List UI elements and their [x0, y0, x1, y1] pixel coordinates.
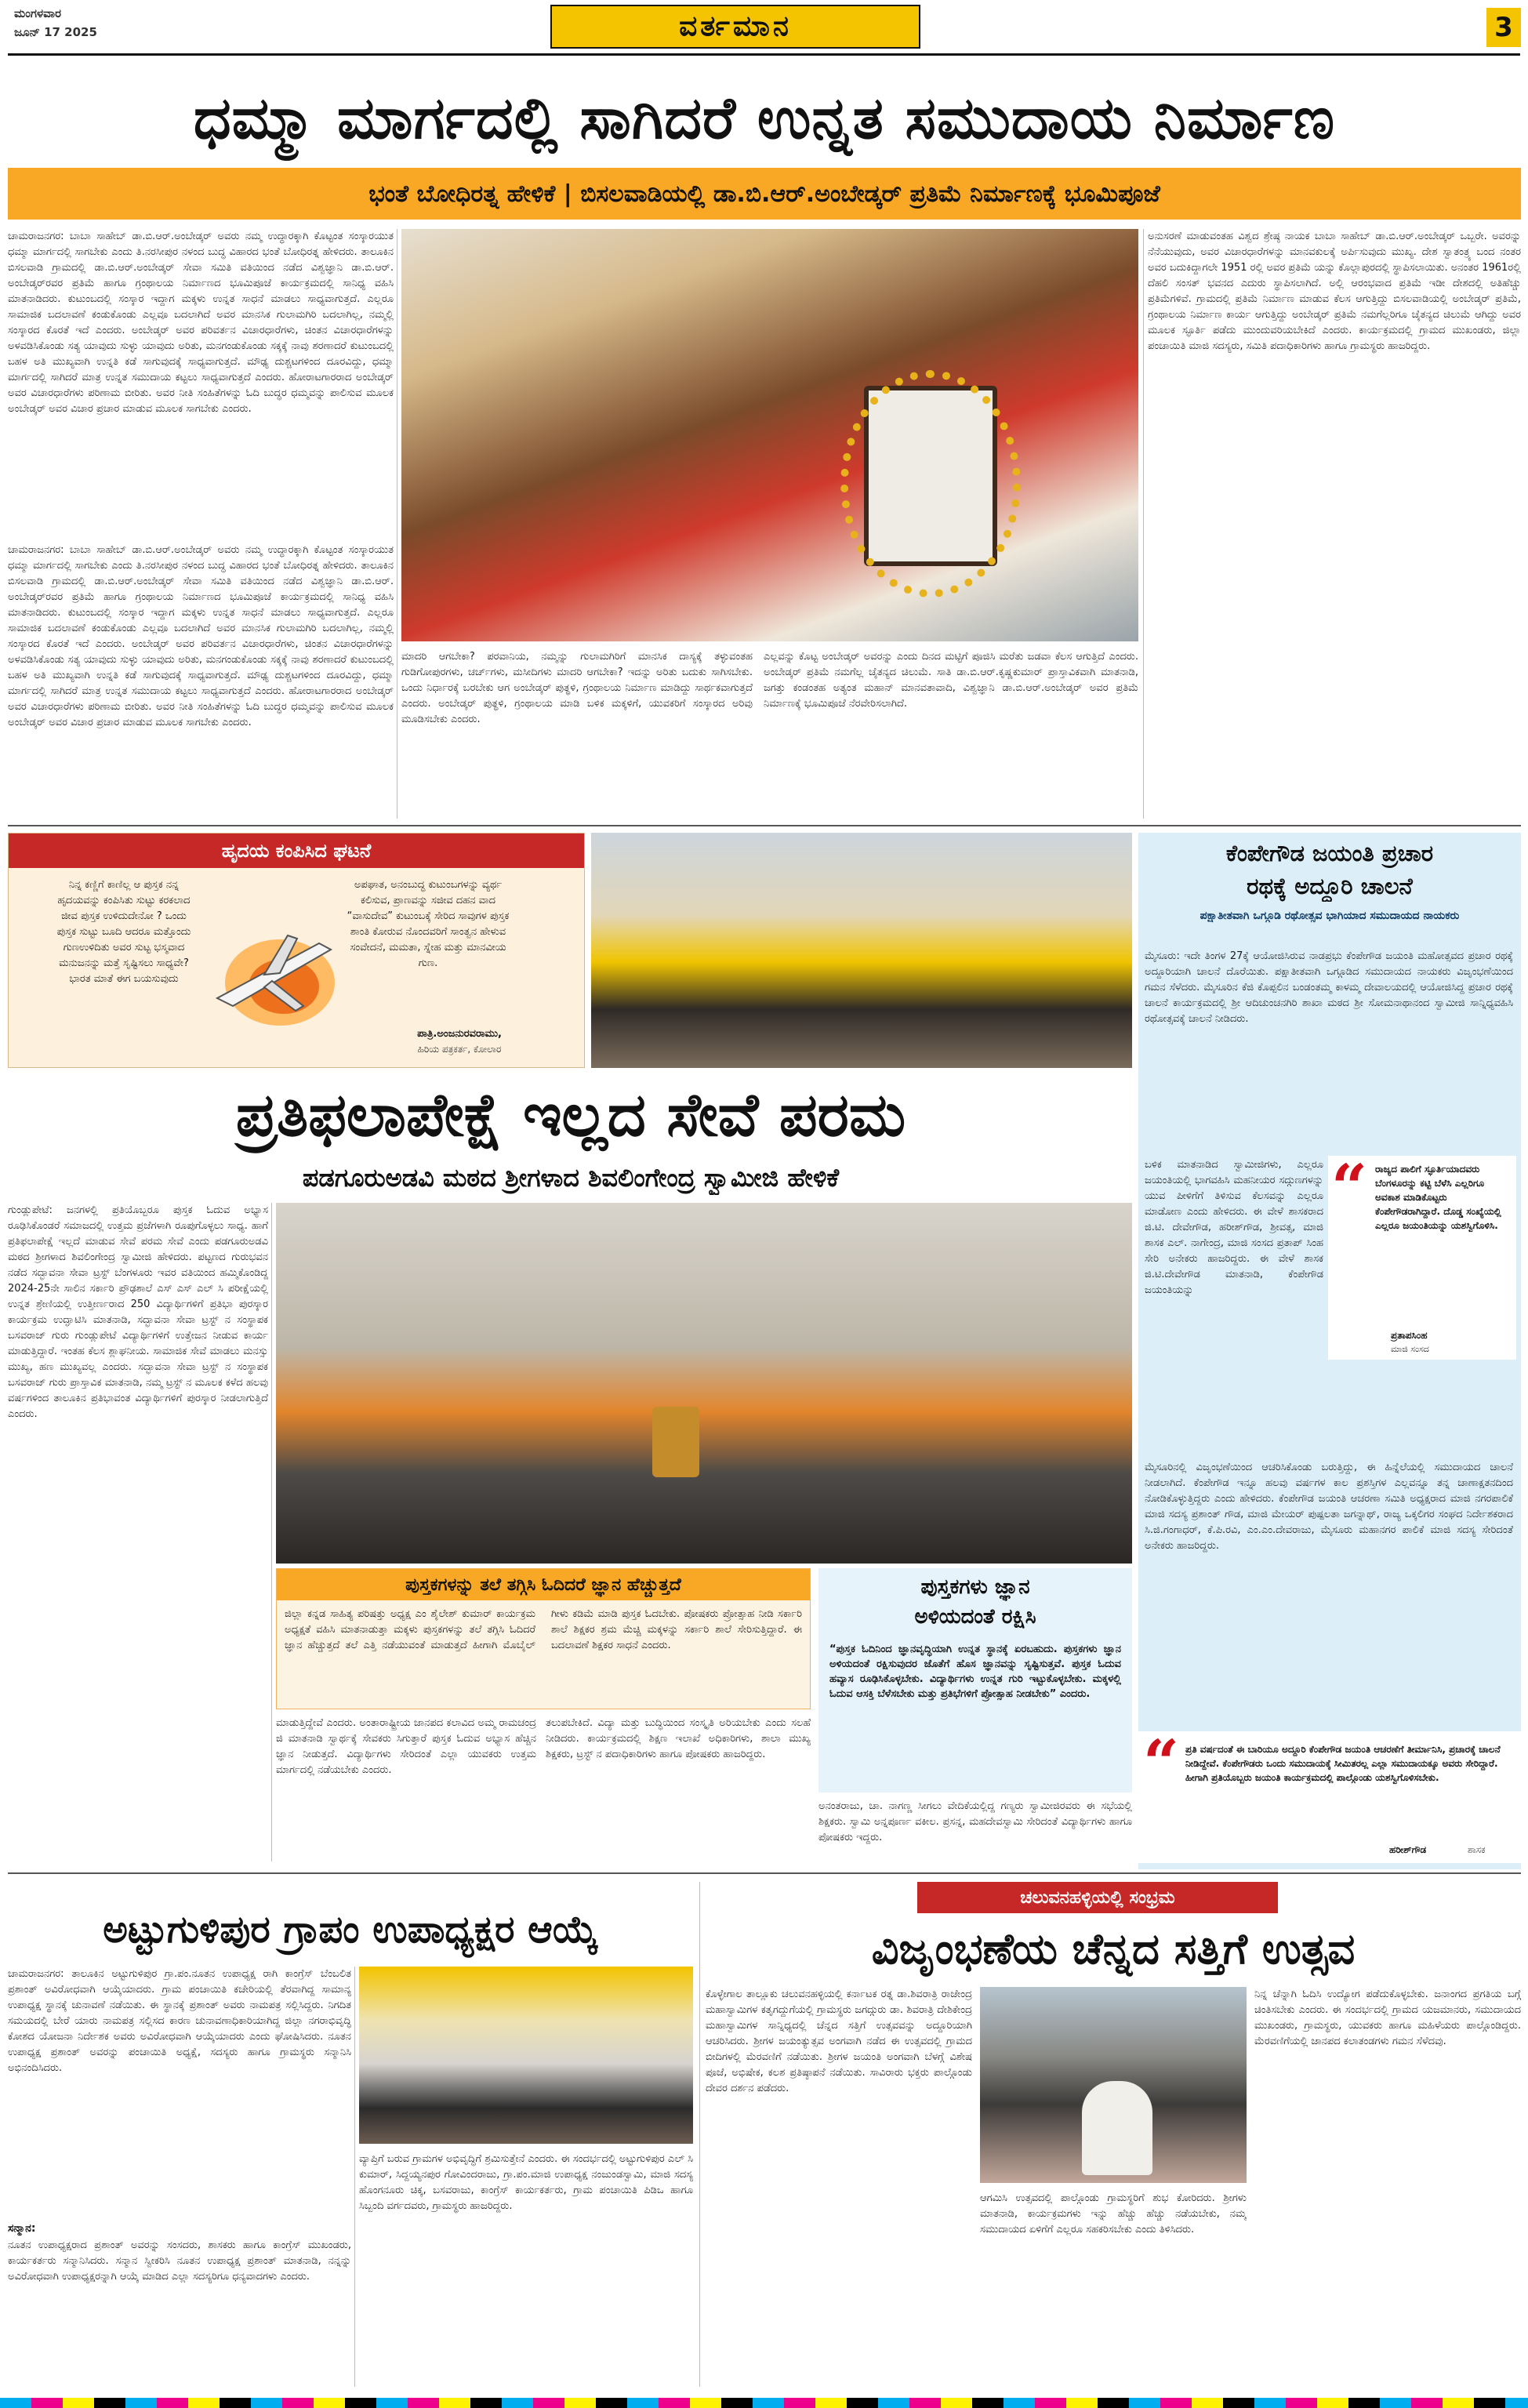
poem-title: ಹೃದಯ ಕಂಪಿಸಿದ ಘಟನೆ: [221, 840, 372, 862]
story1-col4: ಅನುಸರಣೆ ಮಾಡುವಂತಹ ವಿಶ್ವದ ಶ್ರೇಷ್ಠ ನಾಯಕ ಬಾಬಾ ಸಾಹೇಬ್ ಡಾ.ಬಿ.ಆರ್.ಅಂಬೇಡ್ಕರ್ ಒಬ್ಬರೇ. ಅವರನ್ನು ನೆನೆಯುವುದು, ಅವರ ವಿಚಾರಧಾರೆಗಳನ್ನು ಮಾನವಕುಲಕ್ಕೆ ಅರ್ಪಿಸುವುದು ಮುಖ್ಯ. ದೇಶ ಸ್ವಾತಂತ್ರ್ಯ ಬಂದ ನಂತರ ಅವರ ಬದುಕಿದ್ದಾಗಲೇ 1951 ರಲ್ಲಿ ಅವರ ಪ್ರತಿಮೆ ಯನ್ನು ಕೊಲ್ಲಾಪುರದಲ್ಲಿ ಸ್ಥಾಪಿಸಲಾಯಿತು. ಅನಂತರ 1961ರಲ್ಲಿ ದೆಹಲಿ ಸಂಸತ್ ಭವನದ ಎದುರು ಸ್ಥಾಪಿಸಲಾಗಿದೆ. ಅಲ್ಲಿ ಆರಂಭವಾದ ಪ್ರತಿಮೆ ಇಡೀ ದೇಶದಲ್ಲಿ ಅತಿಹೆಚ್ಚು ಪ್ರತಿಮೆಗಳಿವೆ. ಗ್ರಾಮದಲ್ಲಿ ಪ್ರತಿಮೆ ನಿರ್ಮಾಣ ಮಾಡುವ ಕೆಲಸ ಆಗುತ್ತಿದ್ದು ಬಿಸಲವಾಡಿಯಲ್ಲಿ ಅಂಬೇಡ್ಕರ್ ಪ್ರತಿಮೆ, ಗ್ರಂಥಾಲಯ ನಿರ್ಮಾಣ ಕಾರ್ಯ ಆಗುತ್ತಿದ್ದು ಅಂಬೇಡ್ಕರ್ ಪ್ರತಿಮೆ ನಮಗೆಲ್ಲರಿಗೂ ಚೈತನ್ಯದ ಚಿಲುಮೆ ಆಗಿದ್ದು ಅವರ ಮೂಲಕ ಸ್ಫೂರ್ತಿ ಪಡೆದು ಮುಂದುವರಿಯಬೇಕಿದೆ ಎಂದರು. ಕಾರ್ಯಕ್ರಮದಲ್ಲಿ ಗ್ರಾಮದ ಮುಖಂಡರು, ಜಿಲ್ಲಾ ಪಂಚಾಯಿತಿ ಮಾಜಿ ಸದಸ್ಯರು, ಸಮಿತಿ ಪದಾಧಿಕಾರಿಗಳು ಹಾಗೂ ಗ್ರಾಮಸ್ಥರು ಹಾಜರಿದ್ದರು.: [1148, 231, 1521, 352]
story1-subhead-bar: [8, 168, 1521, 220]
kempegowda-quote1-author: ಪ್ರತಾಪಸಿಂಹ: [1391, 1330, 1428, 1341]
kempegowda-quote2-box: [1138, 1726, 1521, 1863]
story1-photo: [401, 229, 1138, 641]
story4-col2: ಆಗಮಿಸಿ ಉತ್ಸವದಲ್ಲಿ ಪಾಲ್ಗೊಂಡು ಗ್ರಾಮಸ್ಥರಿಗೆ ಶುಭ ಕೋರಿದರು. ಶ್ರೀಗಳು ಮಾತನಾಡಿ, ಕಾರ್ಯಕ್ರಮಗಳು ಇನ್ನು ಹೆಚ್ಚು ಹೆಚ್ಚು ನಡೆಯಬೇಕು, ನಮ್ಮ ಸಮುದಾಯದ ಏಳಿಗೆಗೆ ಎಲ್ಲರೂ ಸಹಕರಿಸಬೇಕು ಎಂದು ತಿಳಿಸಿದರು.: [980, 2192, 1247, 2235]
poem-col1: ನಿನ್ನ ಕಣ್ಣಿಗೆ ಕಾಣಿಲ್ಲ ಆ ಪುಸ್ತಕ ನನ್ನ ಹೃದಯವನ್ನು ಕಂಪಿಸಿತು ಸುಟ್ಟು ಕರಕಲಾದ ಜೀವ ಪುಸ್ತಕ ಉಳಿದುದೇನೋ ? ಒಂದು ಪುಸ್ತಕ ಸುಟ್ಟು ಬೂದಿ ಆದರೂ ಮತ್ತೊಂದು ಗುಣಉಳಿದಿತು ಅವರ ಸುಟ್ಟ ಭಸ್ಮವಾದ ಮನುಜನನ್ನು ಮತ್ತೆ ಸೃಷ್ಟಿಸಲು ಸಾಧ್ಯವೇ? ಭಾರತ ಮಾತೆ ಈಗ ಬಯಸುವುದು: [56, 879, 191, 985]
kempegowda-quote1-role: ಮಾಜಿ ಸಂಸದ: [1391, 1344, 1429, 1354]
story1-col3: ಎಲ್ಲವನ್ನು ಕೊಟ್ಟ ಅಂಬೇಡ್ಕರ್ ಅವರನ್ನು ಎಂದು ದಿನದ ಮಟ್ಟಿಗೆ ಪೂಜಿಸಿ ಮರೆತು ಜಡವಾ ಕೆಲಸ ಆಗುತ್ತಿದೆ ಎಂದರು. ಅಂಬೇಡ್ಕರ್ ಪ್ರತಿಮೆ ನಮಗೆಲ್ಲ ಚೈತನ್ಯದ ಚಿಲುಮೆ. ಸಾತಿ ಡಾ.ಬಿ.ಆರ್.ಕೃಷ್ಣಕುಮಾರ್ ಪ್ರಾಸ್ತಾವಿಕವಾಗಿ ಮಾತನಾಡಿ, ಜಗತ್ತು ಕಂಡಂತಹ ಅತ್ಯಂತ ಮಹಾನ್ ಮಾನವತಾವಾದಿ, ವಿಶ್ವಜ್ಞಾನಿ ಡಾ.ಬಿ.ಆರ್.ಅಂಬೇಡ್ಕರ್ ಅವರ ಪ್ರತಿಮೆ ನಿರ್ಮಾಣಕ್ಕೆ ಭೂಮಿಪೂಜೆ ನೆರವೇರಿಸಲಾಗಿದೆ.: [764, 651, 1138, 710]
poem-box: [8, 833, 585, 1068]
story2-photo: [276, 1203, 1132, 1564]
poem-author: ಪಾತ್ರಿ.ಅಂಜನುರವರಾಮು,: [417, 1028, 502, 1040]
story2-box2-body: “ಪುಸ್ತಕ ಓದಿನಿಂದ ಜ್ಞಾನವೃದ್ಧಿಯಾಗಿ ಉನ್ನತ ಸ್ಥಾನಕ್ಕೆ ಏರಬಹುದು. ಪುಸ್ತಕಗಳು ಜ್ಞಾನ ಅಳಿಯದಂತೆ ರಕ್ಷಿಸುವುದರ ಜೊತೆಗೆ ಹೊಸ ಜ್ಞಾನವನ್ನು ಸೃಷ್ಟಿಸುತ್ತವೆ. ಪುಸ್ತಕ ಓದುವ ಹವ್ಯಾಸ ರೂಢಿಸಿಕೊಳ್ಳಬೇಕು. ವಿದ್ಯಾರ್ಥಿಗಳು ಉನ್ನತ ಗುರಿ ಇಟ್ಟುಕೊಳ್ಳಬೇಕು. ಮಕ್ಕಳಲ್ಲಿ ಓದುವ ಆಸಕ್ತಿ ಬೆಳೆಸಬೇಕು ಮತ್ತು ಪ್ರತಿಭೆಗಳಿಗೆ ಪ್ರೋತ್ಸಾಹ ನೀಡಬೇಕು” ಎಂದರು.: [829, 1643, 1121, 1700]
story1-col1: ಚಾಮರಾಜನಗರ: ಬಾಬಾ ಸಾಹೇಬ್ ಡಾ.ಬಿ.ಆರ್.ಅಂಬೇಡ್ಕರ್ ಅವರು ನಮ್ಮ ಉದ್ಧಾರಕ್ಕಾಗಿ ಕೊಟ್ಟಂತ ಸಂಸ್ಕಾರಯುತ ಧಮ್ಮಾ ಮಾರ್ಗದಲ್ಲಿ ಸಾಗಬೇಕು ಎಂದು ತಿ.ನರಸೀಪುರ ನಳಂದ ಬುದ್ಧ ವಿಹಾರದ ಭಂತೆ ಬೋಧಿರತ್ನ ಹೇಳಿದರು. ತಾಲೂಕಿನ ಬಿಸಲವಾಡಿ ಗ್ರಾಮದಲ್ಲಿ ಡಾ.ಬಿ.ಆರ್.ಅಂಬೇಡ್ಕರ್ ಸೇವಾ ಸಮಿತಿ ವತಿಯಿಂದ ನಡೆದ ವಿಶ್ವಜ್ಞಾನಿ ಡಾ.ಬಿ.ಆರ್. ಅಂಬೇಡ್ಕರ್‌ರವರ ಪ್ರತಿಮೆ ಹಾಗೂ ಗ್ರಂಥಾಲಯ ನಿರ್ಮಾಣದ ಭೂಮಿಪೂಜೆ ಕಾರ್ಯಕ್ರಮದಲ್ಲಿ ಸಾನಿಧ್ಯ ವಹಿಸಿ ಮಾತನಾಡಿದರು. ಕುಟುಂಬದಲ್ಲಿ ಸಂಸ್ಕಾರ ಇದ್ದಾಗ ಮಕ್ಕಳು ಉನ್ನತ ಸಾಧನೆ ಮಾಡಲು ಸಾಧ್ಯವಾಗುತ್ತದೆ. ಎಲ್ಲರೂ ಸಾಮಾಜಿಕ ಬದಲಾವಣೆ ಕಂಡುಕೊಂಡು ಎಲ್ಲವೂ ಬದಲಾಗಿದೆ ಅವರ ಮಾನಸಿಕ ಗುಲಾಮಗಿರಿ ಬದಲಾಗಿಲ್ಲ, ನಮ್ಮಲ್ಲಿ ಸಂಸ್ಕಾರದ ಕೊರತೆ ಇದೆ ಎಂದರು. ಅಂಬೇಡ್ಕರ್ ಅವರ ಪರಿವರ್ತನ ವಿಚಾರಧಾರೆಗಳು, ಚಿಂತನ ವಿಚಾರಧಾರೆಗಳನ್ನು ಅಳವಡಿಸಿಕೊಂಡು ಸತ್ಯ ಯಾವುದು ಸುಳ್ಳು ಯಾವುದು ಅರಿತು, ಮನಗಂಡುಕೊಂಡು ಸಕ್ಕಕ್ಕೆ ನಾವು ಶರಣಾದರೆ ಕುಟುಂಬದಲ್ಲಿ ಬಹಳ ಅತಿ ಮುಖ್ಯವಾಗಿ ಉನ್ನತಿ ಕಡೆ ಸಾಗುವುದಕ್ಕೆ ಸಾಧ್ಯವಾಗುತ್ತದೆ. ಮೌಢ್ಯ ದುಶ್ಚಟಗಳಿಂದ ದೂರವಿದ್ದು, ಧಮ್ಮಾ ಮಾರ್ಗದಲ್ಲಿ ಸಾಗಿದರೆ ಮಾತ್ರ ಉನ್ನತ ಸಮುದಾಯ ಕಟ್ಟಲು ಸಾಧ್ಯವಾಗುತ್ತದೆ ಎಂದರು. ಹೋರಾಟಗಾರರಾದ ಅಂಬೇಡ್ಕರ್ ಅವರ ವಿಚಾರಧಾರೆಗಳು ಪರಿಣಾಮ ಬೀರಿತು. ಅವರ ನೀತಿ ಸಂಹಿತೆಗಳನ್ನು ಓದಿ ಬುದ್ಧರ ಧಮ್ಮವನ್ನು ಪಾಲಿಸುವ ಮೂಲಕ ಅಂಬೇಡ್ಕರ್ ಅವರ ವಿಚಾರ ಪ್ರಚಾರ ಮಾಡುವ ಮೂಲಕ ಸಾಗಬೇಕು ಎಂದರು.: [8, 231, 394, 415]
story2-box2-title-1: ಪುಸ್ತಕಗಳು ಜ್ಞಾನ: [920, 1575, 1030, 1599]
story2-headline: ಪ್ರತಿಫಲಾಪೇಕ್ಷೆ ಇಲ್ಲದ ಸೇವೆ ಪರಮ: [235, 1080, 906, 1150]
story4-col3: ನಿನ್ನ ಚೆನ್ನಾಗಿ ಓದಿಸಿ ಉದ್ಯೋಗ ಪಡೆದುಕೊಳ್ಳಬೇಕು. ಜನಾಂಗದ ಪ್ರಗತಿಯ ಬಗ್ಗೆ ಚಿಂತಿಸಬೇಕು ಎಂದರು. ಈ ಸಂದರ್ಭದಲ್ಲಿ ಗ್ರಾಮದ ಯಜಮಾನರು, ಸಮುದಾಯದ ಮುಖಂಡರು, ಗ್ರಾಮಸ್ಥರು, ಯುವಕರು ಹಾಗೂ ಮಹಿಳೆಯರು ಪಾಲ್ಗೊಂಡಿದ್ದರು. ಮೆರವಣಿಗೆಯಲ್ಲಿ ಜಾನಪದ ಕಲಾತಂಡಗಳು ಗಮನ ಸೆಳೆದವು.: [1254, 1989, 1521, 2047]
kempegowda-quote2-role: ಶಾಸಕ: [1468, 1844, 1486, 1855]
story3-col1b: ನೂತನ ಉಪಾಧ್ಯಕ್ಷರಾದ ಪ್ರಶಾಂತ್ ಅವರನ್ನು ಸಂಸದರು, ಶಾಸಕರು ಹಾಗೂ ಕಾಂಗ್ರೆಸ್ ಮುಖಂಡರು, ಕಾರ್ಯಕರ್ತರು ಸನ್ಮಾನಿಸಿದರು. ಸನ್ಮಾನ ಸ್ವೀಕರಿಸಿ ನೂತನ ಉಪಾಧ್ಯಕ್ಷ ಪ್ರಶಾಂತ್ ಮಾತನಾಡಿ, ನನ್ನನ್ನು ಅವಿರೋಧವಾಗಿ ಉಪಾಧ್ಯಕ್ಷರನ್ನಾಗಿ ಆಯ್ಕೆ ಮಾಡಿದ ಎಲ್ಲಾ ಸದಸ್ಯರಿಗೂ ಧನ್ಯವಾದಗಳು ಎಂದರು.: [8, 2239, 351, 2283]
story4-kicker: ಚಲುವನಹಳ್ಳಿಯಲ್ಲಿ ಸಂಭ್ರಮ: [1020, 1887, 1175, 1908]
masthead-title-box: [550, 5, 920, 49]
story4-photo: [980, 1987, 1247, 2183]
story2-box1-body: ಜಿಲ್ಲಾ ಕನ್ನಡ ಸಾಹಿತ್ಯ ಪರಿಷತ್ತು ಅಧ್ಯಕ್ಷ ಎಂ ಶೈಲೇಶ್ ಕುಮಾರ್ ಕಾರ್ಯಕ್ರಮ ಅಧ್ಯಕ್ಷತೆ ವಹಿಸಿ ಮಾತನಾಡುತ್ತಾ ಮಕ್ಕಳು ಪುಸ್ತಕಗಳನ್ನು ತಲೆ ತಗ್ಗಿಸಿ ಓದಿದರೆ ಜ್ಞಾನ ಹೆಚ್ಚುತ್ತದೆ ತಲೆ ಎತ್ತಿ ನಡೆಯುವಂತೆ ಮಾಡುತ್ತದೆ ಹೀಗಾಗಿ ಮೊಬೈಲ್ ಗೀಳು ಕಡಿಮೆ ಮಾಡಿ ಪುಸ್ತಕ ಓದಬೇಕು. ಪೋಷಕರು ಪ್ರೋತ್ಸಾಹ ನೀಡಿ ಸರ್ಕಾರಿ ಶಾಲೆ ಶಿಕ್ಷಕರ ಶ್ರಮ ಮೆಚ್ಚಿ ಮಕ್ಕಳನ್ನು ಸರ್ಕಾರಿ ಶಾಲೆ ಸೇರಿಸುತ್ತಿದ್ದಾರೆ. ಈ ಬದಲಾವಣೆ ಶಿಕ್ಷಕರ ಸಾಧನೆ ಎಂದರು.: [285, 1608, 802, 1651]
kempegowda-subhead: ಪಕ್ಷಾತೀತವಾಗಿ ಒಗ್ಗೂಡಿ ರಥೋತ್ಸವ ಭಾಗಿಯಾದ ಸಮುದಾಯದ ನಾಯಕರು: [1200, 910, 1460, 922]
story2-col1: ಗುಂಡ್ಲುಪೇಟೆ: ಜನಗಳಲ್ಲಿ ಪ್ರತಿಯೊಬ್ಬರೂ ಪುಸ್ತಕ ಓದುವ ಅಭ್ಯಾಸ ರೂಢಿಸಿಕೊಂಡರೆ ಸಮಾಜದಲ್ಲಿ ಉತ್ತಮ ಪ್ರಜೆಗಳಾಗಿ ರೂಪುಗೊಳ್ಳಲು ಸಾಧ್ಯ. ಹಾಗೆ ಪ್ರತಿಫಲಾಪೇಕ್ಷೆ ಇಲ್ಲದೆ ಮಾಡುವ ಸೇವೆ ಪರಮ ಸೇವೆ ಎಂದು ಪಡಗೂರುಅಡವಿ ಮಠದ ಶ್ರೀಗಳಾದ ಶಿವಲಿಂಗೇಂದ್ರ ಸ್ವಾಮೀಜಿ ಹೇಳಿದರು. ಪಟ್ಟಣದ ಗುರುಭವನ ನಡೆದ ಸದ್ಭಾವನಾ ಸೇವಾ ಟ್ರಸ್ಟ್ ಬೆಂಗಳೂರು ಇವರ ವತಿಯಿಂದ ಹಮ್ಮಿಕೊಂಡಿದ್ದ 2024-25ನೇ ಸಾಲಿನ ಸರ್ಕಾರಿ ಪ್ರೌಢಶಾಲೆ ಎಸ್ ಎಸ್ ಎಲ್ ಸಿ ಪರೀಕ್ಷೆಯಲ್ಲಿ ಉನ್ನತ ಶ್ರೇಣಿಯಲ್ಲಿ ಉತ್ತೀರ್ಣರಾದ 250 ವಿದ್ಯಾರ್ಥಿಗಳಿಗೆ ಪ್ರತಿಭಾ ಪುರಸ್ಕಾರ ಕಾರ್ಯಕ್ರಮ ಉದ್ಘಾಟಿಸಿ ಮಾತನಾಡಿ, ಸದ್ಭಾವನಾ ಸೇವಾ ಟ್ರಸ್ಟ್ ನ ಸಂಸ್ಥಾಪಕ ಬಸವರಾಜ್ ಗುರು ಗುಂಡ್ಲುಪೇಟೆ ವಿದ್ಯಾರ್ಥಿಗಳಿಗೆ ಉತ್ತೇಜನ ನೀಡುವ ಕಾರ್ಯ ಮಾಡುತ್ತಿದ್ದಾರೆ. ಇಂತಹ ಕೆಲಸ ಶ್ಲಾಘನೀಯ. ಸಾಮಾಜಿಕ ಸೇವೆ ಮಾಡಲು ಮನಸ್ಸು ಮುಖ್ಯ, ಹಣ ಮುಖ್ಯವಲ್ಲ ಎಂದರು. ಸದ್ಭಾವನಾ ಸೇವಾ ಟ್ರಸ್ಟ್ ನ ಸಂಸ್ಥಾಪಕ ಬಸವರಾಜ್ ಗುರು ಪ್ರಾಸ್ತಾವಿಕ ಮಾತನಾಡಿ, ನಮ್ಮ ಟ್ರಸ್ಟ್ ನ ಮೂಲಕ ಕಳೆದ ಹಲವು ವರ್ಷಗಳಿಂದ ತಾಲೂಕಿನ ಪ್ರತಿಭಾವಂತ ವಿದ್ಯಾರ್ಥಿಗಳಿಗೆ ಪುರಸ್ಕಾರ ನೀಡಲಾಗುತ್ತಿದೆ ಎಂದರು.: [8, 1204, 268, 1420]
masthead-title: ವರ್ತಮಾನ: [679, 10, 792, 42]
kempegowda-photo: [591, 833, 1132, 1068]
story3-headline: ಅಟ್ಟುಗುಳಿಪುರ ಗ್ರಾಪಂ ಉಪಾಧ್ಯಕ್ಷರ ಆಯ್ಕೆ: [103, 1908, 598, 1952]
masthead-rule: [8, 53, 1520, 56]
story2-box1: [276, 1568, 811, 1709]
poem-author-role: ಹಿರಿಯ ಪತ್ರಕರ್ತ, ಕೋಲಾರ: [417, 1044, 502, 1055]
story2-box1-title: ಪುಸ್ತಕಗಳನ್ನು ತಲೆ ತಗ್ಗಿಸಿ ಓದಿದರೆ ಜ್ಞಾನ ಹೆಚ್ಚುತ್ತದೆ: [405, 1574, 681, 1595]
masthead: [0, 0, 1528, 55]
kempegowda-quote2: ಪ್ರತಿ ವರ್ಷದಂತೆ ಈ ಬಾರಿಯೂ ಅದ್ದೂರಿ ಕೆಂಪೇಗೌಡ ಜಯಂತಿ ಆಚರಣೆಗೆ ತೀರ್ಮಾನಿಸಿ, ಪ್ರಚಾರಕ್ಕೆ ಚಾಲನೆ ನೀಡಿದ್ದೇವೆ. ಕೆಂಪೇಗೌಡರು ಒಂದು ಸಮುದಾಯಕ್ಕೆ ಸೀಮಿತರಲ್ಲ ಎಲ್ಲಾ ಸಮುದಾಯಕ್ಕೂ ಅವರು ಸೇರಿದ್ದಾರೆ. ಹೀಗಾಗಿ ಪ್ರತಿಯೊಬ್ಬರು ಜಯಂತಿ ಕಾರ್ಯಕ್ರಮದಲ್ಲಿ ಪಾಲ್ಗೊಂಡು ಯಶಸ್ವಿಗೊಳಿಸಬೇಕು.: [1185, 1744, 1501, 1783]
story3-col1: ಚಾಮರಾಜನಗರ: ತಾಲೂಕಿನ ಅಟ್ಟುಗುಳಿಪುರ ಗ್ರಾ.ಪಂ.ನೂತನ ಉಪಾಧ್ಯಕ್ಷ ರಾಗಿ ಕಾಂಗ್ರೆಸ್ ಬೆಂಬಲಿತ ಪ್ರಶಾಂತ್ ಅವಿರೋಧವಾಗಿ ಆಯ್ಕೆಯಾದರು. ಗ್ರಾಮ ಪಂಚಾಯಿತಿ ಕಚೇರಿಯಲ್ಲಿ ತೆರವಾಗಿದ್ದ ಸಾಮಾನ್ಯ ಉಪಾಧ್ಯಕ್ಷ ಸ್ಥಾನಕ್ಕೆ ಚುನಾವಣೆ ನಡೆಯಿತು. ಈ ಸ್ಥಾನಕ್ಕೆ ಪ್ರಶಾಂತ್ ಅವರು ನಾಮಪತ್ರ ಸಲ್ಲಿಸಿದ್ದರು. ನಿಗದಿತ ಸಮಯದಲ್ಲಿ ಬೇರೆ ಯಾರು ನಾಮಪತ್ರ ಸಲ್ಲಿಸದ ಕಾರಣ ಚುನಾವಣಾಧಿಕಾರಿಯಾಗಿದ್ದ ಜಿಲ್ಲಾ ನಗರಾಭಿವೃದ್ಧಿ ಕೋಶದ ಯೋಜನಾ ನಿರ್ದೇಶಕ ಅವರು ಅವಿರೋಧವಾಗಿ ಆಯ್ಕೆಯಾದರು ಎಂದು ಘೋಷಿಸಿದರು. ನೂತನ ಉಪಾಧ್ಯಕ್ಷ ಪ್ರಶಾಂತ್ ಅವರನ್ನು ಪಂಚಾಯಿತಿ ಅಧ್ಯಕ್ಷೆ, ಸದಸ್ಯರು ಹಾಗೂ ಗ್ರಾಮಸ್ಥರು ಸನ್ಮಾನಿಸಿ ಅಭಿನಂದಿಸಿದರು.: [8, 1968, 351, 2074]
airplane-fire-icon: [201, 888, 343, 1045]
flower-garland: [840, 370, 1021, 597]
kempegowda-quote1: ರಾಜ್ಯದ ಪಾಲಿಗೆ ಸ್ಫೂರ್ತಿಯಾದವರು ಬೆಂಗಳೂರನ್ನು ಕಟ್ಟಿ ಬೆಳೆಸಿ ಎಲ್ಲರಿಗೂ ಅವಕಾಶ ಮಾಡಿಕೊಟ್ಟರು ಕೆಂಪೇಗೌಡರಾಗಿದ್ದಾರೆ. ದೊಡ್ಡ ಸಂಖ್ಯೆಯಲ್ಲಿ ಎಲ್ಲರೂ ಜಯಂತಿಯನ್ನು ಯಶಸ್ವಿಗೊಳಿಸಿ.: [1375, 1164, 1501, 1231]
page-number: 3: [1486, 8, 1521, 47]
kempegowda-quote2-author: ಹರೀಶ್‌ಗೌಡ: [1389, 1844, 1427, 1855]
story2-box2: [818, 1568, 1132, 1792]
story3-col2: ವ್ಯಾಪ್ತಿಗೆ ಬರುವ ಗ್ರಾಮಗಳ ಅಭಿವೃದ್ಧಿಗೆ ಶ್ರಮಿಸುತ್ತೇನೆ ಎಂದರು. ಈ ಸಂದರ್ಭದಲ್ಲಿ ಅಟ್ಟುಗುಳಿಪುರ ಎಲ್ ಸಿ ಕುಮಾರ್, ಸಿದ್ದಯ್ಯನಪುರ ಗೋವಿಂದರಾಜು, ಗ್ರಾ.ಪಂ.ಮಾಜಿ ಉಪಾಧ್ಯಕ್ಷ ನಂಜುಂಡಸ್ವಾಮಿ, ಮಾಜಿ ಸದಸ್ಯ ಹೊಂಗನೂರು ಚಿಕ್ಕ, ಬಸವರಾಜು, ಕಾಂಗ್ರೆಸ್ ಕಾರ್ಯಕರ್ತರು, ಗ್ರಾಮ ಪಂಚಾಯಿತಿ ಪಿಡಿಒ ಹಾಗೂ ಸಿಬ್ಬಂದಿ ವರ್ಗದವರು, ಗ್ರಾಮಸ್ಥರು ಹಾಜರಿದ್ದರು.: [359, 2153, 693, 2212]
registration-strip: [0, 2398, 1528, 2408]
story4-col1: ಕೊಳ್ಳೇಗಾಲ ತಾಲ್ಲೂಕು ಚಲುವನಹಳ್ಳಿಯಲ್ಲಿ ಕರ್ನಾಟಕ ರತ್ನ ಡಾ.ಶಿವರಾತ್ರಿ ರಾಜೇಂದ್ರ ಮಹಾಸ್ವಾಮಿಗಳ ಕತೃಗದ್ದುಗೆಯಲ್ಲಿ ಗ್ರಾಮಸ್ಥರು ಜಗದ್ಗುರು ಡಾ. ಶಿವರಾತ್ರಿ ದೇಶಿಕೇಂದ್ರ ಮಹಾಸ್ವಾಮಿಗಳ ಸಾನ್ನಿಧ್ಯದಲ್ಲಿ ಚೆನ್ನದ ಸತ್ತಿಗೆ ಉತ್ಸವವನ್ನು ಅದ್ದೂರಿಯಾಗಿ ಆಚರಿಸಿದರು. ಶ್ರೀಗಳ ಜಯಂತ್ಯುತ್ಸವ ಅಂಗವಾಗಿ ನಡೆದ ಈ ಉತ್ಸವದಲ್ಲಿ ಗ್ರಾಮದ ಬೀದಿಗಳಲ್ಲಿ ಮೆರವಣಿಗೆ ನಡೆಯಿತು. ಶ್ರೀಗಳ ಜಯಂತಿ ಅಂಗವಾಗಿ ಬೆಳಗ್ಗೆ ವಿಶೇಷ ಪೂಜೆ, ಅಭಿಷೇಕ, ಕಲಶ ಪ್ರತಿಷ್ಠಾಪನೆ ನಡೆಯಿತು. ಸಾವಿರಾರು ಭಕ್ತರು ಪಾಲ್ಗೊಂಡು ದೇವರ ದರ್ಶನ ಪಡೆದರು.: [706, 1989, 972, 2094]
umbrella-shrine: [1082, 2081, 1152, 2175]
story2-box2-title-2: ಅಳಿಯದಂತೆ ರಕ್ಷಿಸಿ: [914, 1605, 1036, 1629]
kempegowda-body2: ಬಳಿಕ ಮಾತನಾಡಿದ ಸ್ವಾಮೀಜಿಗಳು, ಎಲ್ಲರೂ ಜಯಂತಿಯಲ್ಲಿ ಭಾಗವಹಿಸಿ ಮಹನೀಯರ ಸದ್ಗುಣಗಳನ್ನು ಯುವ ಪೀಳಿಗೆಗೆ ತಿಳಿಸುವ ಕೆಲಸವನ್ನು ಎಲ್ಲರೂ ಮಾಡೋಣ ಎಂದು ಹೇಳಿದರು. ಈ ವೇಳೆ ಶಾಸಕರಾದ ಜಿ.ಟಿ. ದೇವೇಗೌಡ, ಹರೀಶ್‌ಗೌಡ, ಶ್ರೀವತ್ಸ, ಮಾಜಿ ಶಾಸಕ ಎಲ್. ನಾಗೇಂದ್ರ, ಮಾಜಿ ಸಂಸದ ಪ್ರತಾಪ್ ಸಿಂಹ ಸೇರಿ ಅನೇಕರು ಹಾಜರಿದ್ದರು. ಈ ವೇಳೆ ಶಾಸಕ ಜಿ.ಟಿ.ದೇವೇಗೌಡ ಮಾತನಾಡಿ, ಕೆಂಪೇಗೌಡ ಜಯಂತಿಯನ್ನು: [1145, 1159, 1323, 1296]
kempegowda-headline-1: ಕೆಂಪೇಗೌಡ ಜಯಂತಿ ಪ್ರಚಾರ: [1225, 840, 1434, 866]
story4-kicker-bar: [917, 1882, 1278, 1913]
story2-col3: ತಲುಪಬೇಕಿದೆ. ವಿದ್ಯಾ ಮತ್ತು ಬುದ್ಧಿಯಿಂದ ಸಂಸ್ಕೃತಿ ಅರಿಯಬೇಕು ಎಂದು ಸಲಹೆ ನೀಡಿದರು. ಕಾರ್ಯಕ್ರಮದಲ್ಲಿ ಶಿಕ್ಷಣ ಇಲಾಖೆ ಅಧಿಕಾರಿಗಳು, ಶಾಲಾ ಮುಖ್ಯ ಶಿಕ್ಷಕರು, ಟ್ರಸ್ಟ್ ನ ಪದಾಧಿಕಾರಿಗಳು ಹಾಗೂ ಪೋಷಕರು ಹಾಜರಿದ್ದರು.: [546, 1717, 811, 1760]
kempegowda-headline-2: ರಥಕ್ಕೆ ಅದ್ದೂರಿ ಚಾಲನೆ: [1247, 873, 1413, 899]
masthead-day: ಮಂಗಳವಾರ: [14, 6, 62, 20]
story2-box1-title-bar: [277, 1569, 810, 1600]
poem-col2: ಅಪಘಾತ, ಅನಂಬುದ್ಧ ಕುಟುಂಬಗಳನ್ನು ವ್ಯರ್ಥ ಕಲಿಸುವ, ಪ್ರಾಣವನ್ನು ಸಜೀವ ದಹನ ವಾದ “ವಾಸುದೇವ” ಕುಟುಂಬಕ್ಕೆ ಸೇರಿದ ಸಾವುಗಳ ಪುಸ್ತಕ ಶಾಂತಿ ಕೋರುವ ನೊಂದವರಿಗೆ ಸಾಂತ್ವನ ಹೇಳುವ ಸಂವೇದನೆ, ಮಮತಾ, ಸ್ನೇಹ ಮತ್ತು ಮಾನವೀಯ ಗುಣ.: [347, 879, 510, 969]
quote-mark-icon-2: “: [1143, 1726, 1180, 1800]
story1-col1-cont: ಚಾಮರಾಜನಗರ: ಬಾಬಾ ಸಾಹೇಬ್ ಡಾ.ಬಿ.ಆರ್.ಅಂಬೇಡ್ಕರ್ ಅವರು ನಮ್ಮ ಉದ್ಧಾರಕ್ಕಾಗಿ ಕೊಟ್ಟಂತ ಸಂಸ್ಕಾರಯುತ ಧಮ್ಮಾ ಮಾರ್ಗದಲ್ಲಿ ಸಾಗಬೇಕು ಎಂದು ತಿ.ನರಸೀಪುರ ನಳಂದ ಬುದ್ಧ ವಿಹಾರದ ಭಂತೆ ಬೋಧಿರತ್ನ ಹೇಳಿದರು. ತಾಲೂಕಿನ ಬಿಸಲವಾಡಿ ಗ್ರಾಮದಲ್ಲಿ ಡಾ.ಬಿ.ಆರ್.ಅಂಬೇಡ್ಕರ್ ಸೇವಾ ಸಮಿತಿ ವತಿಯಿಂದ ನಡೆದ ವಿಶ್ವಜ್ಞಾನಿ ಡಾ.ಬಿ.ಆರ್. ಅಂಬೇಡ್ಕರ್‌ರವರ ಪ್ರತಿಮೆ ಹಾಗೂ ಗ್ರಂಥಾಲಯ ನಿರ್ಮಾಣದ ಭೂಮಿಪೂಜೆ ಕಾರ್ಯಕ್ರಮದಲ್ಲಿ ಸಾನಿಧ್ಯ ವಹಿಸಿ ಮಾತನಾಡಿದರು. ಕುಟುಂಬದಲ್ಲಿ ಸಂಸ್ಕಾರ ಇದ್ದಾಗ ಮಕ್ಕಳು ಉನ್ನತ ಸಾಧನೆ ಮಾಡಲು ಸಾಧ್ಯವಾಗುತ್ತದೆ. ಎಲ್ಲರೂ ಸಾಮಾಜಿಕ ಬದಲಾವಣೆ ಕಂಡುಕೊಂಡು ಎಲ್ಲವೂ ಬದಲಾಗಿದೆ ಅವರ ಮಾನಸಿಕ ಗುಲಾಮಗಿರಿ ಬದಲಾಗಿಲ್ಲ, ನಮ್ಮಲ್ಲಿ ಸಂಸ್ಕಾರದ ಕೊರತೆ ಇದೆ ಎಂದರು. ಅಂಬೇಡ್ಕರ್ ಅವರ ಪರಿವರ್ತನ ವಿಚಾರಧಾರೆಗಳು, ಚಿಂತನ ವಿಚಾರಧಾರೆಗಳನ್ನು ಅಳವಡಿಸಿಕೊಂಡು ಸತ್ಯ ಯಾವುದು ಸುಳ್ಳು ಯಾವುದು ಅರಿತು, ಮನಗಂಡುಕೊಂಡು ಸಕ್ಕಕ್ಕೆ ನಾವು ಶರಣಾದರೆ ಕುಟುಂಬದಲ್ಲಿ ಬಹಳ ಅತಿ ಮುಖ್ಯವಾಗಿ ಉನ್ನತಿ ಕಡೆ ಸಾಗುವುದಕ್ಕೆ ಸಾಧ್ಯವಾಗುತ್ತದೆ. ಮೌಢ್ಯ ದುಶ್ಚಟಗಳಿಂದ ದೂರವಿದ್ದು, ಧಮ್ಮಾ ಮಾರ್ಗದಲ್ಲಿ ಸಾಗಿದರೆ ಮಾತ್ರ ಉನ್ನತ ಸಮುದಾಯ ಕಟ್ಟಲು ಸಾಧ್ಯವಾಗುತ್ತದೆ ಎಂದರು. ಹೋರಾಟಗಾರರಾದ ಅಂಬೇಡ್ಕರ್ ಅವರ ವಿಚಾರಧಾರೆಗಳು ಪರಿಣಾಮ ಬೀರಿತು. ಅವರ ನೀತಿ ಸಂಹಿತೆಗಳನ್ನು ಓದಿ ಬುದ್ಧರ ಧಮ್ಮವನ್ನು ಪಾಲಿಸುವ ಮೂಲಕ ಅಂಬೇಡ್ಕರ್ ಅವರ ವಿಚಾರ ಪ್ರಚಾರ ಮಾಡುವ ಮೂಲಕ ಸಾಗಬೇಕು ಎಂದರು.: [8, 544, 394, 728]
kempegowda-quote1-box: [1328, 1150, 1516, 1360]
story2-subhead: ಪಡಗೂರುಅಡವಿ ಮಠದ ಶ್ರೀಗಳಾದ ಶಿವಲಿಂಗೇಂದ್ರ ಸ್ವಾಮೀಜಿ ಹೇಳಿಕೆ: [302, 1163, 840, 1193]
plane-crash-illustration: [201, 888, 343, 1045]
story2-col2: ಮಾಡುತ್ತಿದ್ದೇವೆ ಎಂದರು. ಅಂತಾರಾಷ್ಟ್ರೀಯ ಜಾನಪದ ಕಲಾವಿದ ಅಮ್ಮ ರಾಮಚಂದ್ರ ಜಿ ಮಾತನಾಡಿ ಸ್ವಾರ್ಥಕ್ಕೆ ಸೇವಕರು ಸಿಗುತ್ತಾರೆ ಪುಸ್ತಕ ಓದುವ ಅಭ್ಯಾಸ ಹೆಚ್ಚಿನ ಜ್ಞಾನ ನೀಡುತ್ತದೆ. ವಿದ್ಯಾರ್ಥಿಗಳು ಸೇರಿದಂತೆ ಎಲ್ಲಾ ಯುವಕರು ಉತ್ತಮ ಮಾರ್ಗದಲ್ಲಿ ನಡೆಯಬೇಕು ಎಂದರು.: [276, 1717, 536, 1776]
masthead-date: ಜೂನ್ 17 2025: [14, 25, 97, 39]
story2-col4: ಅನಂತರಾಜು, ಚಾ. ನಾಗಣ್ಣ ಸೀಗಲು ವೇದಿಕೆಯಲ್ಲಿದ್ದ ಗಣ್ಯರು ಸ್ವಾಮೀಜಿರವರು ಈ ಸಭೆಯಲ್ಲಿ ಶಿಕ್ಷಕರು. ಸ್ವಾಮಿ ಅನ್ನಪೂರ್ಣ ವಕೀಲ. ಪ್ರಸನ್ನ, ಮಹದೇವಸ್ವಾಮಿ ಸೇರಿದಂತೆ ವಿದ್ಯಾರ್ಥಿಗಳು ಹಾಗೂ ಪೋಷಕರು ಇದ್ದರು.: [818, 1800, 1132, 1843]
story4-headline: ವಿಜೃಂಭಣೆಯ ಚೆನ್ನದ ಸತ್ತಿಗೆ ಉತ್ಸವ: [871, 1924, 1356, 1974]
story1-headline: ಧಮ್ಮಾ ಮಾರ್ಗದಲ್ಲಿ ಸಾಗಿದರೆ ಉನ್ನತ ಸಮುದಾಯ ನಿರ್ಮಾಣ: [193, 85, 1336, 152]
story3-photo: [359, 1967, 693, 2144]
story1-col2: ಮಾದರಿ ಆಗಬೇಕಾ? ಪರವಾನಿಯ, ನಮ್ಮನ್ನು ಗುಲಾಮಗಿರಿಗೆ ಮಾನಸಿಕ ದಾಸ್ಯಕ್ಕೆ ತಳ್ಳುವಂತಹ ಗುಡಿಗೋಪುರಗಳು, ಚರ್ಚ್‌ಗಳು, ಮಸೀದಿಗಳು ಮಾದರಿ ಆಗಬೇಕಾ? ಇದನ್ನು ಅರಿತು ಬದುಕು ಸಾಗಿಸಬೇಕು. ಒಂದು ನಿರ್ಧಾರಕ್ಕೆ ಬರಬೇಕು ಆಗ ಅಂಬೇಡ್ಕರ್ ಪುತ್ಥಳಿ, ಗ್ರಂಥಾಲಯ ನಿರ್ಮಾಣ ಮಾಡಿದ್ದು ಸಾರ್ಥಕವಾಗುತ್ತದೆ ಎಂದರು. ಅಂಬೇಡ್ಕರ್ ಪುತ್ಥಳಿ, ಗ್ರಂಥಾಲಯ ಮಾಡಿ ಬಳಿಕ ಮಕ್ಕಳಿಗೆ, ಯುವಕರಿಗೆ ಸಂಸ್ಕಾರದ ಅರಿವು ಮೂಡಿಸಬೇಕು ಎಂದರು.: [401, 651, 753, 725]
poem-title-bar: [9, 834, 584, 868]
story1-subhead: ಭಂತೆ ಬೋಧಿರತ್ನ ಹೇಳಿಕೆ | ಬಿಸಲವಾಡಿಯಲ್ಲಿ ಡಾ.ಬಿ.ಆರ್.ಅಂಬೇಡ್ಕರ್ ಪ್ರತಿಮೆ ನಿರ್ಮಾಣಕ್ಕೆ ಭೂಮಿಪೂಜೆ: [368, 180, 1160, 208]
kempegowda-body3: ಮೈಸೂರಿನಲ್ಲಿ ವಿಜೃಂಭಣೆಯಿಂದ ಆಚರಿಸಿಕೊಂಡು ಬರುತ್ತಿದ್ದು, ಈ ಹಿನ್ನೆಲೆಯಲ್ಲಿ ಸಮುದಾಯದ ಚಾಲನೆ ನೀಡಲಾಗಿದೆ. ಕೆಂಪೇಗೌಡ ಇನ್ನೂ ಹಲವು ವರ್ಷಗಳ ಕಾಲ ಪ್ರಶಸ್ತಿಗಳ ಎಲ್ಲವನ್ನೂ ತನ್ನ ಚಾಣಾಕ್ಷತನದಿಂದ ನೋಡಿಕೊಳ್ಳುತ್ತಿದ್ದರು ಎಂದು ಹೇಳಿದರು. ಕೆಂಪೇಗೌಡ ಜಯಂತಿ ಆಚರಣಾ ಸಮಿತಿ ಅಧ್ಯಕ್ಷರಾದ ಮಾಜಿ ನಗರಪಾಲಿಕೆ ಮಾಜಿ ಸದಸ್ಯ ಪ್ರಶಾಂತ್ ಗೌಡ, ಮಾಜಿ ಮೇಯರ್ ಪುಷ್ಪಲತಾ ಜಗನ್ನಾಥ್, ರಾಜ್ಯ ಒಕ್ಕಲಿಗರ ಸಂಘದ ನಿರ್ದೇಶಕರಾದ ಸಿ.ಜಿ.ಗಂಗಾಧರ್, ಕೆ.ಪಿ.ರವಿ, ಎಂ.ಎಂ.ದೇವರಾಜು, ಮೈಸೂರು ಮಹಾನಗರ ಪಾಲಿಕೆ ಮಾಜಿ ಸದಸ್ಯ ಸೇರಿದಂತೆ ಅನೇಕರು ಹಾಜರಿದ್ದರು.: [1145, 1462, 1513, 1552]
kempegowda-body1: ಮೈಸೂರು: ಇದೇ ತಿಂಗಳ 27ಕ್ಕೆ ಆಯೋಜಿಸಿರುವ ನಾಡಪ್ರಭು ಕೆಂಪೇಗೌಡ ಜಯಂತಿ ಮಹೋತ್ಸವದ ಪ್ರಚಾರ ರಥಕ್ಕೆ ಅದ್ದೂರಿಯಾಗಿ ಚಾಲನೆ ದೊರೆಯಿತು. ಪಕ್ಷಾತೀತವಾಗಿ ಒಗ್ಗೂಡಿದ ಸಮುದಾಯದ ನಾಯಕರು ವಿಜೃಂಭಣೆಯಿಂದ ಗಮನ ಸೆಳೆದರು. ಮೈಸೂರಿನ ಕೆಜಿ ಕೊಪ್ಪಲಿನ ಬಂಡಂತಮ್ಮ ಕಾಳಮ್ಮ ದೇವಾಲಯದಲ್ಲಿ ಆಯೋಜಿಸಿದ್ದ ಪ್ರಚಾರ ರಥಕ್ಕೆ ಚಾಲನೆ ಕಾರ್ಯಕ್ರಮದಲ್ಲಿ ಶ್ರೀ ಆದಿಚುಂಚನಗಿರಿ ಶಾಖಾ ಮಠದ ಶ್ರೀ ಸೋಮನಾಥಾನಂದ ಸ್ವಾಮೀಜಿ ಸಾನ್ನಿಧ್ಯವಹಿಸಿ ರಥೋತ್ಸವಕ್ಕೆ ಚಾಲನೆ ನೀಡಿದರು.: [1145, 950, 1513, 1025]
story3-sub1: ಸನ್ಮಾನ:: [8, 2222, 36, 2235]
quote-mark-icon: “: [1331, 1150, 1368, 1224]
lamp-lighting: [652, 1407, 699, 1477]
